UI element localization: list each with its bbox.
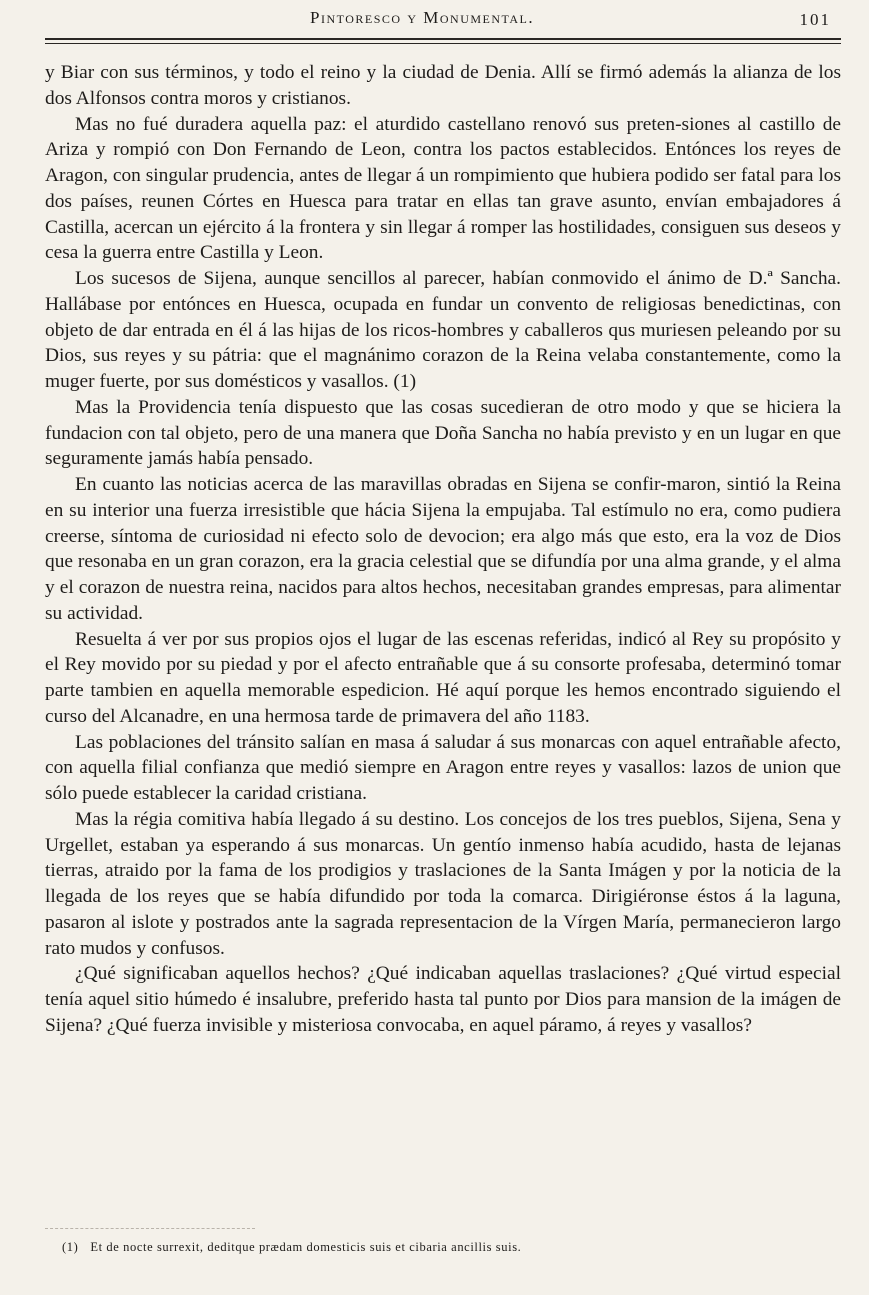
footnote: [62, 1240, 521, 1255]
paragraph: En cuanto las noticias acerca de las maravillas obradas en Sijena se confir-maron, sintió la Reina en su interior una fuerza irresistible que hácia Sijena la empujaba. Tal estímulo no era, como pudiera creerse, síntoma de curiosidad ni efecto solo de devocion; era algo más que esto, era la voz de Dios que resonaba en un gran corazon, era la gracia celestial que se difundía por una alma grande, y el alma y el corazon de nuestra reina, nacidos para altos hechos, necesitaban grandes empresas, para alimentar su actividad.: [45, 474, 841, 624]
page-number: 101: [799, 10, 831, 29]
footnote-marker: (1): [62, 1240, 79, 1254]
paragraph: Los sucesos de Sijena, aunque sencillos al parecer, habían conmovido el ánimo de D.ª Sancha. Hallábase por entónces en Huesca, ocupada en fundar un convento de religiosas benedictinas, con objeto de dar entrada en él á las hijas de los ricos-hombres y caballeros qus muriesen peleando por su Dios, sus reyes y su pátria: que el magnánimo corazon de la Reina velaba constantemente, como la muger fuerte, por sus domésticos y vasallos. (1): [45, 268, 841, 392]
header-rule-thin: [45, 43, 841, 44]
paragraph: Mas la Providencia tenía dispuesto que las cosas sucedieran de otro modo y que se hiciera la fundacion con tal objeto, pero de una manera que Doña Sancha no había previsto y en un lugar en que seguramente jamás había pensado.: [45, 396, 841, 470]
paragraph: ¿Qué significaban aquellos hechos? ¿Qué indicaban aquellas traslaciones? ¿Qué virtud especial tenía aquel sitio húmedo é insalubre, preferido hasta tal punto por Dios para mansion de la imágen de Sijena? ¿Qué fuerza invisible y misteriosa convocaba, en aquel páramo, á reyes y vasallos?: [45, 963, 841, 1036]
paragraph: Mas no fué duradera aquella paz: el aturdido castellano renovó sus preten-siones al castillo de Ariza y rompió con Don Fernando de Leon, contra los pactos establecidos. Entónces los reyes de Aragon, con singular prudencia, antes de llegar á un rompimiento que hubiera podido ser fatal para los dos países, reunen Córtes en Huesca para tratar en ellas tan grave asunto, envían embajadores á Castilla, acercan un ejército á la frontera y sin llegar á romper las hostilidades, consiguen sus deseos y cesa la guerra entre Castilla y Leon.: [45, 113, 841, 264]
footnote-rule: [45, 1228, 255, 1229]
paragraph: Resuelta á ver por sus propios ojos el lugar de las escenas referidas, indicó al Rey su propósito y el Rey movido por su piedad y por el afecto entrañable que á su consorte profesaba, determinó tomar parte tambien en aquella memorable espedicion. Hé aquí porque les hemos encontrado siguiendo el curso del Alcanadre, en una hermosa tarde de primavera del año 1183.: [45, 628, 841, 727]
header-rule: [45, 38, 841, 40]
footnote-text: Et de nocte surrexit, deditque prædam domesticis suis et cibaria ancillis suis.: [90, 1240, 522, 1254]
body-text: [45, 60, 841, 1039]
paragraph: y Biar con sus términos, y todo el reino y la ciudad de Denia. Allí se firmó además la alianza de los dos Alfonsos contra moros y cristianos.: [45, 62, 841, 109]
paragraph: Las poblaciones del tránsito salían en masa á saludar á sus monarcas con aquel entrañable afecto, con aquella filial confianza que medió siempre en Aragon entre reyes y vasallos: lazos de union que sólo puede establecer la caridad cristiana.: [45, 731, 841, 804]
paragraph: Mas la régia comitiva había llegado á su destino. Los concejos de los tres pueblos, Sijena, Sena y Urgellet, estaban ya esperando á sus monarcas. Un gentío inmenso había acudido, hasta de lejanas tierras, atraido por la fama de los prodigios y traslaciones de la Santa Imágen y por la noticia de la llegada de los reyes que se había difundido por toda la comarca. Dirigiéronse éstos á la laguna, pasaron al islote y postrados ante la sagrada representacion de la Vírgen María, permanecieron largo rato mudos y confusos.: [45, 808, 841, 959]
running-title: Pintoresco y Monumental.: [310, 8, 535, 27]
running-head: [45, 6, 841, 36]
